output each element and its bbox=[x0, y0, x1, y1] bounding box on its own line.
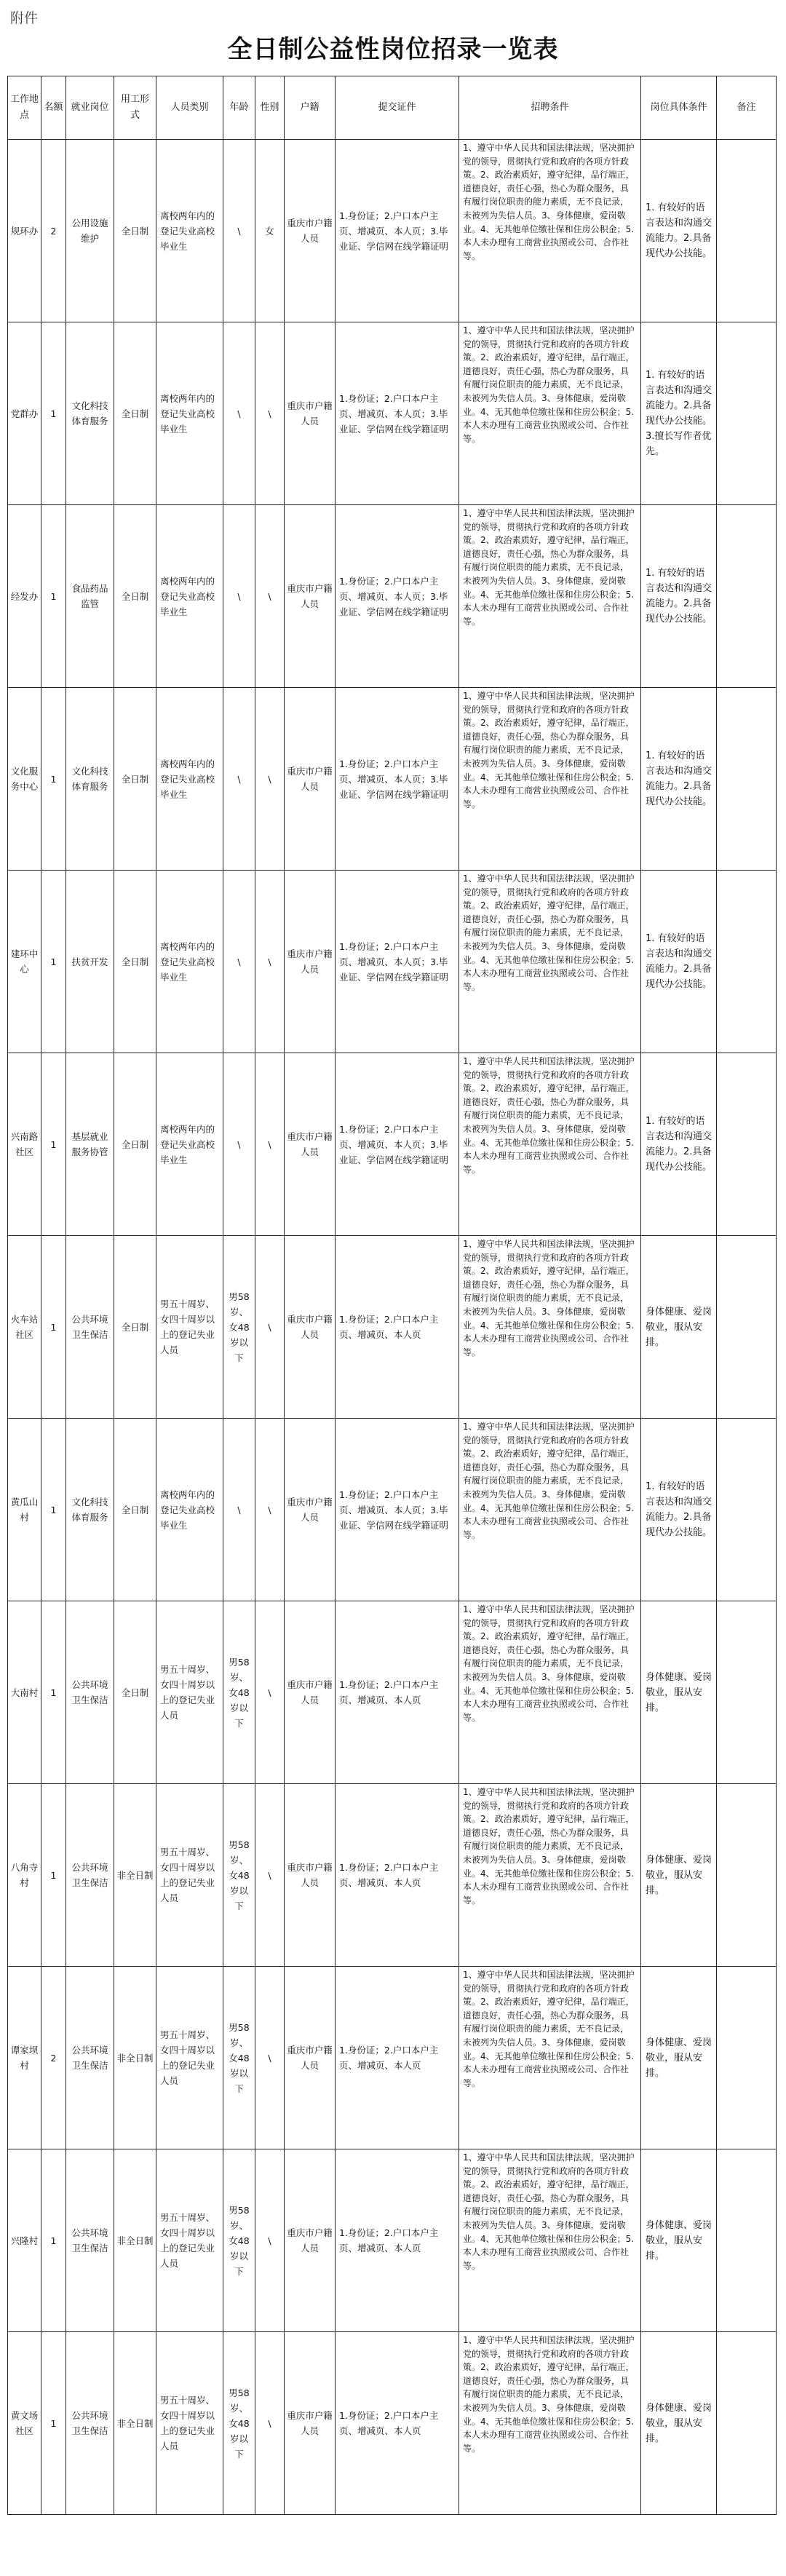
cell-household: 重庆市户籍人员 bbox=[285, 2332, 336, 2515]
cell-documents: 1.身份证；2.户口本户主页、增减页、本人页 bbox=[336, 2332, 459, 2515]
cell-documents: 1.身份证；2.户口本户主页、增减页、本人页；3.毕业证、学信网在线学籍证明 bbox=[336, 322, 459, 505]
cell-location: 文化服务中心 bbox=[8, 688, 41, 871]
cell-documents: 1.身份证；2.户口本户主页、增减页、本人页；3.毕业证、学信网在线学籍证明 bbox=[336, 1419, 459, 1601]
cell-post: 文化科技体育服务 bbox=[66, 688, 114, 871]
cell-remark bbox=[717, 1053, 777, 1236]
cell-specific: 1. 有较好的语言表达和沟通交流能力。2.具备现代办公技能。 bbox=[641, 140, 717, 322]
cell-location: 兴南路社区 bbox=[8, 1053, 41, 1236]
cell-category: 离校两年内的登记失业高校毕业生 bbox=[156, 1419, 223, 1601]
attachment-label: 附件 bbox=[10, 10, 39, 26]
cell-specific: 1. 有较好的语言表达和沟通交流能力。2.具备现代办公技能。 bbox=[641, 871, 717, 1053]
cell-location: 大南村 bbox=[8, 1601, 41, 1784]
table-row bbox=[8, 2332, 777, 2515]
cell-quota: 1 bbox=[41, 1053, 66, 1236]
header-post: 就业岗位 bbox=[66, 76, 114, 140]
cell-gender: \ bbox=[255, 505, 285, 688]
cell-post: 公共环境卫生保洁 bbox=[66, 1784, 114, 1967]
cell-gender: \ bbox=[255, 1419, 285, 1601]
cell-employment-type: 全日制 bbox=[114, 1601, 156, 1784]
cell-specific: 身体健康、爱岗敬业，服从安排。 bbox=[641, 1784, 717, 1967]
cell-requirements: 1、遵守中华人民共和国法律法规，坚决拥护党的领导，贯彻执行党和政府的各项方针政策。2、政治素质好，遵守纪律，品行端正，道德良好，责任心强，热心为群众服务，具有履行岗位职责的能力素质，无不良记录，未被列为失信人员。3、身体健康，爱岗敬业。4、无其他单位缴社保和住房公积金；5.本人未办理有工商营业执照或公司、合作社等。 bbox=[459, 1784, 641, 1967]
cell-age: \ bbox=[223, 322, 255, 505]
cell-quota: 2 bbox=[41, 140, 66, 322]
cell-employment-type: 全日制 bbox=[114, 140, 156, 322]
cell-remark bbox=[717, 871, 777, 1053]
cell-gender: \ bbox=[255, 1784, 285, 1967]
cell-age: 男58岁、女48岁以下 bbox=[223, 2149, 255, 2332]
cell-category: 男五十周岁、女四十周岁以上的登记失业人员 bbox=[156, 1967, 223, 2149]
cell-post: 公共环境卫生保洁 bbox=[66, 1967, 114, 2149]
cell-location: 黄文场社区 bbox=[8, 2332, 41, 2515]
cell-category: 男五十周岁、女四十周岁以上的登记失业人员 bbox=[156, 1784, 223, 1967]
cell-location: 兴隆村 bbox=[8, 2149, 41, 2332]
cell-location: 火车站社区 bbox=[8, 1236, 41, 1419]
cell-requirements: 1、遵守中华人民共和国法律法规，坚决拥护党的领导，贯彻执行党和政府的各项方针政策。2、政治素质好，遵守纪律，品行端正，道德良好，责任心强，热心为群众服务，具有履行岗位职责的能力素质，无不良记录，未被列为失信人员。3、身体健康，爱岗敬业。4、无其他单位缴社保和住房公积金；5.本人未办理有工商营业执照或公司、合作社等。 bbox=[459, 1967, 641, 2149]
header-specific: 岗位具体条件 bbox=[641, 76, 717, 140]
cell-employment-type: 非全日制 bbox=[114, 2332, 156, 2515]
cell-location: 黄瓜山村 bbox=[8, 1419, 41, 1601]
cell-employment-type: 非全日制 bbox=[114, 1967, 156, 2149]
cell-gender: \ bbox=[255, 1236, 285, 1419]
cell-remark bbox=[717, 1601, 777, 1784]
cell-requirements: 1、遵守中华人民共和国法律法规，坚决拥护党的领导，贯彻执行党和政府的各项方针政策。2、政治素质好，遵守纪律，品行端正，道德良好，责任心强，热心为群众服务，具有履行岗位职责的能力素质，无不良记录，未被列为失信人员。3、身体健康，爱岗敬业。4、无其他单位缴社保和住房公积金；5.本人未办理有工商营业执照或公司、合作社等。 bbox=[459, 505, 641, 688]
cell-post: 公共环境卫生保洁 bbox=[66, 2149, 114, 2332]
cell-age: \ bbox=[223, 140, 255, 322]
cell-household: 重庆市户籍人员 bbox=[285, 2149, 336, 2332]
header-quota: 名额 bbox=[41, 76, 66, 140]
cell-employment-type: 非全日制 bbox=[114, 1784, 156, 1967]
cell-documents: 1.身份证；2.户口本户主页、增减页、本人页；3.毕业证、学信网在线学籍证明 bbox=[336, 140, 459, 322]
table-row bbox=[8, 1967, 777, 2149]
cell-household: 重庆市户籍人员 bbox=[285, 688, 336, 871]
cell-documents: 1.身份证；2.户口本户主页、增减页、本人页；3.毕业证、学信网在线学籍证明 bbox=[336, 871, 459, 1053]
cell-requirements: 1、遵守中华人民共和国法律法规，坚决拥护党的领导，贯彻执行党和政府的各项方针政策。2、政治素质好，遵守纪律，品行端正，道德良好，责任心强，热心为群众服务，具有履行岗位职责的能力素质，无不良记录，未被列为失信人员。3、身体健康，爱岗敬业。4、无其他单位缴社保和住房公积金；5.本人未办理有工商营业执照或公司、合作社等。 bbox=[459, 1419, 641, 1601]
header-household: 户籍 bbox=[285, 76, 336, 140]
cell-category: 离校两年内的登记失业高校毕业生 bbox=[156, 505, 223, 688]
cell-location: 谭家坝村 bbox=[8, 1967, 41, 2149]
cell-requirements: 1、遵守中华人民共和国法律法规，坚决拥护党的领导，贯彻执行党和政府的各项方针政策。2、政治素质好，遵守纪律，品行端正，道德良好，责任心强，热心为群众服务，具有履行岗位职责的能力素质，无不良记录，未被列为失信人员。3、身体健康，爱岗敬业。4、无其他单位缴社保和住房公积金；5.本人未办理有工商营业执照或公司、合作社等。 bbox=[459, 1053, 641, 1236]
cell-gender: \ bbox=[255, 1967, 285, 2149]
cell-gender: \ bbox=[255, 2149, 285, 2332]
cell-gender: \ bbox=[255, 1601, 285, 1784]
cell-household: 重庆市户籍人员 bbox=[285, 1419, 336, 1601]
cell-category: 离校两年内的登记失业高校毕业生 bbox=[156, 1053, 223, 1236]
cell-remark bbox=[717, 140, 777, 322]
cell-documents: 1.身份证；2.户口本户主页、增减页、本人页；3.毕业证、学信网在线学籍证明 bbox=[336, 688, 459, 871]
cell-requirements: 1、遵守中华人民共和国法律法规，坚决拥护党的领导，贯彻执行党和政府的各项方针政策。2、政治素质好，遵守纪律，品行端正，道德良好，责任心强，热心为群众服务，具有履行岗位职责的能力素质，无不良记录，未被列为失信人员。3、身体健康，爱岗敬业。4、无其他单位缴社保和住房公积金；5.本人未办理有工商营业执照或公司、合作社等。 bbox=[459, 688, 641, 871]
cell-quota: 1 bbox=[41, 1601, 66, 1784]
cell-household: 重庆市户籍人员 bbox=[285, 871, 336, 1053]
cell-category: 离校两年内的登记失业高校毕业生 bbox=[156, 688, 223, 871]
header-employment-type: 用工形式 bbox=[114, 76, 156, 140]
document-title: 全日制公益性岗位招录一览表 bbox=[227, 35, 559, 64]
table-row bbox=[8, 1784, 777, 1967]
cell-employment-type: 全日制 bbox=[114, 1053, 156, 1236]
cell-quota: 1 bbox=[41, 1419, 66, 1601]
cell-gender: \ bbox=[255, 871, 285, 1053]
cell-gender: \ bbox=[255, 2332, 285, 2515]
header-requirements: 招聘条件 bbox=[459, 76, 641, 140]
header-gender: 性别 bbox=[255, 76, 285, 140]
cell-quota: 1 bbox=[41, 871, 66, 1053]
cell-quota: 1 bbox=[41, 322, 66, 505]
header-remark: 备注 bbox=[717, 76, 777, 140]
cell-age: 男58岁、女48岁以下 bbox=[223, 1784, 255, 1967]
table-header-row bbox=[8, 76, 777, 140]
cell-remark bbox=[717, 1784, 777, 1967]
cell-requirements: 1、遵守中华人民共和国法律法规，坚决拥护党的领导，贯彻执行党和政府的各项方针政策。2、政治素质好，遵守纪律，品行端正，道德良好，责任心强，热心为群众服务，具有履行岗位职责的能力素质，无不良记录，未被列为失信人员。3、身体健康，爱岗敬业。4、无其他单位缴社保和住房公积金；5.本人未办理有工商营业执照或公司、合作社等。 bbox=[459, 871, 641, 1053]
cell-requirements: 1、遵守中华人民共和国法律法规，坚决拥护党的领导，贯彻执行党和政府的各项方针政策。2、政治素质好，遵守纪律，品行端正，道德良好，责任心强，热心为群众服务，具有履行岗位职责的能力素质，无不良记录，未被列为失信人员。3、身体健康，爱岗敬业。4、无其他单位缴社保和住房公积金；5.本人未办理有工商营业执照或公司、合作社等。 bbox=[459, 140, 641, 322]
cell-requirements: 1、遵守中华人民共和国法律法规，坚决拥护党的领导，贯彻执行党和政府的各项方针政策。2、政治素质好，遵守纪律，品行端正，道德良好，责任心强，热心为群众服务，具有履行岗位职责的能力素质，无不良记录，未被列为失信人员。3、身体健康，爱岗敬业。4、无其他单位缴社保和住房公积金；5.本人未办理有工商营业执照或公司、合作社等。 bbox=[459, 1236, 641, 1419]
cell-location: 规环办 bbox=[8, 140, 41, 322]
table-row bbox=[8, 2149, 777, 2332]
cell-remark bbox=[717, 1236, 777, 1419]
cell-quota: 1 bbox=[41, 1236, 66, 1419]
cell-post: 公共环境卫生保洁 bbox=[66, 2332, 114, 2515]
cell-specific: 身体健康、爱岗敬业，服从安排。 bbox=[641, 2149, 717, 2332]
cell-requirements: 1、遵守中华人民共和国法律法规，坚决拥护党的领导，贯彻执行党和政府的各项方针政策。2、政治素质好，遵守纪律，品行端正，道德良好，责任心强，热心为群众服务，具有履行岗位职责的能力素质，无不良记录，未被列为失信人员。3、身体健康，爱岗敬业。4、无其他单位缴社保和住房公积金；5.本人未办理有工商营业执照或公司、合作社等。 bbox=[459, 2332, 641, 2515]
table-row bbox=[8, 1053, 777, 1236]
table-row bbox=[8, 322, 777, 505]
cell-category: 离校两年内的登记失业高校毕业生 bbox=[156, 871, 223, 1053]
cell-age: \ bbox=[223, 688, 255, 871]
cell-category: 离校两年内的登记失业高校毕业生 bbox=[156, 322, 223, 505]
cell-remark bbox=[717, 688, 777, 871]
cell-specific: 1. 有较好的语言表达和沟通交流能力。2.具备现代办公技能。 bbox=[641, 1053, 717, 1236]
cell-gender: \ bbox=[255, 688, 285, 871]
cell-household: 重庆市户籍人员 bbox=[285, 322, 336, 505]
cell-category: 男五十周岁、女四十周岁以上的登记失业人员 bbox=[156, 1601, 223, 1784]
cell-category: 男五十周岁、女四十周岁以上的登记失业人员 bbox=[156, 2149, 223, 2332]
cell-documents: 1.身份证；2.户口本户主页、增减页、本人页；3.毕业证、学信网在线学籍证明 bbox=[336, 505, 459, 688]
cell-household: 重庆市户籍人员 bbox=[285, 505, 336, 688]
cell-post: 食品药品监管 bbox=[66, 505, 114, 688]
cell-employment-type: 全日制 bbox=[114, 871, 156, 1053]
cell-post: 基层就业服务协管 bbox=[66, 1053, 114, 1236]
table-row bbox=[8, 505, 777, 688]
cell-remark bbox=[717, 505, 777, 688]
table-row bbox=[8, 1601, 777, 1784]
cell-specific: 1. 有较好的语言表达和沟通交流能力。2.具备现代办公技能。3.擅长写作者优先。 bbox=[641, 322, 717, 505]
cell-post: 扶贫开发 bbox=[66, 871, 114, 1053]
cell-age: \ bbox=[223, 1053, 255, 1236]
header-category: 人员类别 bbox=[156, 76, 223, 140]
cell-documents: 1.身份证；2.户口本户主页、增减页、本人页 bbox=[336, 1236, 459, 1419]
cell-remark bbox=[717, 1419, 777, 1601]
cell-household: 重庆市户籍人员 bbox=[285, 1784, 336, 1967]
cell-specific: 1. 有较好的语言表达和沟通交流能力。2.具备现代办公技能。 bbox=[641, 688, 717, 871]
cell-post: 公共环境卫生保洁 bbox=[66, 1236, 114, 1419]
cell-category: 男五十周岁、女四十周岁以上的登记失业人员 bbox=[156, 1236, 223, 1419]
cell-quota: 1 bbox=[41, 2149, 66, 2332]
cell-quota: 1 bbox=[41, 1784, 66, 1967]
cell-requirements: 1、遵守中华人民共和国法律法规，坚决拥护党的领导，贯彻执行党和政府的各项方针政策。2、政治素质好，遵守纪律，品行端正，道德良好，责任心强，热心为群众服务，具有履行岗位职责的能力素质，无不良记录，未被列为失信人员。3、身体健康，爱岗敬业。4、无其他单位缴社保和住房公积金；5.本人未办理有工商营业执照或公司、合作社等。 bbox=[459, 1601, 641, 1784]
cell-documents: 1.身份证；2.户口本户主页、增减页、本人页；3.毕业证、学信网在线学籍证明 bbox=[336, 1053, 459, 1236]
cell-category: 离校两年内的登记失业高校毕业生 bbox=[156, 140, 223, 322]
cell-quota: 1 bbox=[41, 2332, 66, 2515]
cell-remark bbox=[717, 2149, 777, 2332]
cell-remark bbox=[717, 2332, 777, 2515]
cell-specific: 1. 有较好的语言表达和沟通交流能力。2.具备现代办公技能。 bbox=[641, 505, 717, 688]
cell-employment-type: 全日制 bbox=[114, 322, 156, 505]
cell-requirements: 1、遵守中华人民共和国法律法规，坚决拥护党的领导，贯彻执行党和政府的各项方针政策。2、政治素质好，遵守纪律，品行端正，道德良好，责任心强，热心为群众服务，具有履行岗位职责的能力素质，无不良记录，未被列为失信人员。3、身体健康，爱岗敬业。4、无其他单位缴社保和住房公积金；5.本人未办理有工商营业执照或公司、合作社等。 bbox=[459, 322, 641, 505]
cell-requirements: 1、遵守中华人民共和国法律法规，坚决拥护党的领导，贯彻执行党和政府的各项方针政策。2、政治素质好，遵守纪律，品行端正，道德良好，责任心强，热心为群众服务，具有履行岗位职责的能力素质，无不良记录，未被列为失信人员。3、身体健康，爱岗敬业。4、无其他单位缴社保和住房公积金；5.本人未办理有工商营业执照或公司、合作社等。 bbox=[459, 2149, 641, 2332]
table-row bbox=[8, 1419, 777, 1601]
cell-age: 男58岁、女48岁以下 bbox=[223, 1601, 255, 1784]
cell-post: 文化科技体育服务 bbox=[66, 322, 114, 505]
header-age: 年龄 bbox=[223, 76, 255, 140]
cell-age: \ bbox=[223, 1419, 255, 1601]
cell-category: 男五十周岁、女四十周岁以上的登记失业人员 bbox=[156, 2332, 223, 2515]
cell-quota: 1 bbox=[41, 688, 66, 871]
cell-documents: 1.身份证；2.户口本户主页、增减页、本人页 bbox=[336, 1967, 459, 2149]
cell-documents: 1.身份证；2.户口本户主页、增减页、本人页 bbox=[336, 2149, 459, 2332]
cell-location: 经发办 bbox=[8, 505, 41, 688]
cell-documents: 1.身份证；2.户口本户主页、增减页、本人页 bbox=[336, 1601, 459, 1784]
cell-specific: 身体健康、爱岗敬业，服从安排。 bbox=[641, 1601, 717, 1784]
cell-specific: 身体健康、爱岗敬业，服从安排。 bbox=[641, 1967, 717, 2149]
cell-household: 重庆市户籍人员 bbox=[285, 1967, 336, 2149]
cell-remark bbox=[717, 1967, 777, 2149]
recruitment-table bbox=[7, 76, 777, 2515]
table-row bbox=[8, 140, 777, 322]
cell-specific: 身体健康、爱岗敬业，服从安排。 bbox=[641, 1236, 717, 1419]
cell-location: 八角寺村 bbox=[8, 1784, 41, 1967]
cell-post: 文化科技体育服务 bbox=[66, 1419, 114, 1601]
cell-employment-type: 全日制 bbox=[114, 1236, 156, 1419]
cell-location: 党群办 bbox=[8, 322, 41, 505]
header-documents: 提交证件 bbox=[336, 76, 459, 140]
cell-location: 建环中心 bbox=[8, 871, 41, 1053]
cell-post: 公用设施维护 bbox=[66, 140, 114, 322]
cell-quota: 1 bbox=[41, 505, 66, 688]
cell-age: \ bbox=[223, 871, 255, 1053]
cell-household: 重庆市户籍人员 bbox=[285, 140, 336, 322]
cell-household: 重庆市户籍人员 bbox=[285, 1601, 336, 1784]
header-location: 工作地点 bbox=[8, 76, 41, 140]
table-row bbox=[8, 871, 777, 1053]
cell-employment-type: 全日制 bbox=[114, 1419, 156, 1601]
cell-remark bbox=[717, 322, 777, 505]
table-body bbox=[8, 140, 777, 2515]
cell-post: 公共环境卫生保洁 bbox=[66, 1601, 114, 1784]
cell-documents: 1.身份证；2.户口本户主页、增减页、本人页 bbox=[336, 1784, 459, 1967]
cell-quota: 2 bbox=[41, 1967, 66, 2149]
table-row bbox=[8, 688, 777, 871]
cell-gender: 女 bbox=[255, 140, 285, 322]
cell-age: 男58岁、女48岁以下 bbox=[223, 2332, 255, 2515]
cell-employment-type: 全日制 bbox=[114, 688, 156, 871]
cell-employment-type: 非全日制 bbox=[114, 2149, 156, 2332]
cell-household: 重庆市户籍人员 bbox=[285, 1053, 336, 1236]
cell-specific: 1. 有较好的语言表达和沟通交流能力。2.具备现代办公技能。 bbox=[641, 1419, 717, 1601]
cell-specific: 身体健康、爱岗敬业，服从安排。 bbox=[641, 2332, 717, 2515]
cell-age: \ bbox=[223, 505, 255, 688]
cell-age: 男58岁、女48岁以下 bbox=[223, 1236, 255, 1419]
table-row bbox=[8, 1236, 777, 1419]
cell-household: 重庆市户籍人员 bbox=[285, 1236, 336, 1419]
cell-age: 男58岁、女48岁以下 bbox=[223, 1967, 255, 2149]
cell-employment-type: 全日制 bbox=[114, 505, 156, 688]
cell-gender: \ bbox=[255, 1053, 285, 1236]
cell-gender: \ bbox=[255, 322, 285, 505]
